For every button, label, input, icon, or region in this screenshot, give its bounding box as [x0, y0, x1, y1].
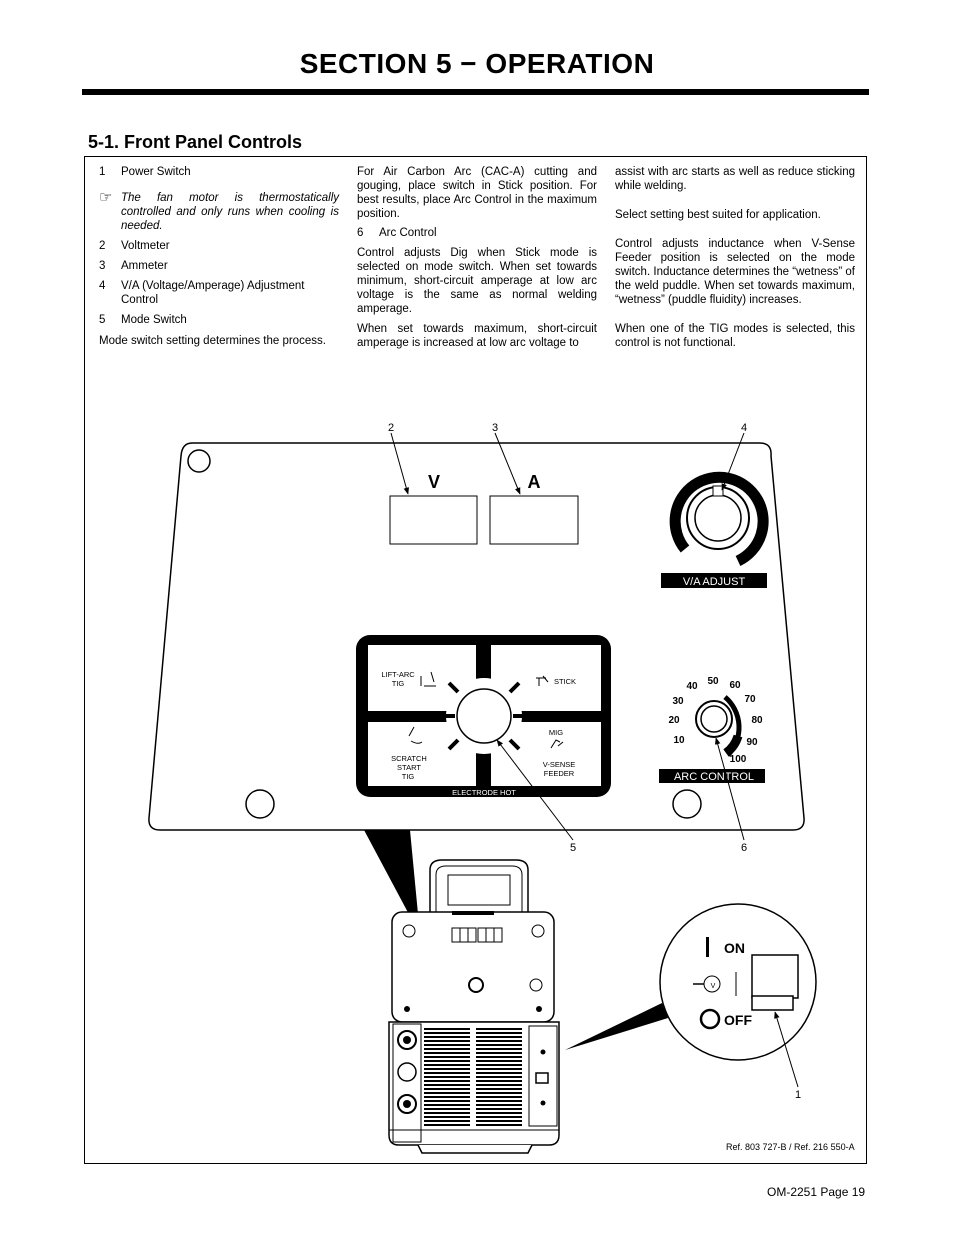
arc-scale-10: 10 — [673, 735, 685, 746]
paragraph: assist with arc starts as well as reduce sticking while welding. — [615, 166, 855, 192]
mode-start: START — [397, 763, 421, 772]
mode-liftarc-tig: TIG — [391, 679, 405, 688]
mode-liftarc: LIFT-ARC — [381, 670, 415, 679]
item-text: Arc Control — [379, 227, 437, 239]
paragraph: For Air Carbon Arc (CAC-A) cutting and gouging, place switch in Stick position. For best results, place Arc Control in the maximum position. — [357, 166, 597, 220]
va-adjust-label: V/A ADJUST — [682, 576, 746, 588]
reference-number: Ref. 803 727-B / Ref. 216 550-A — [726, 1142, 855, 1152]
zoom-wedge — [565, 1003, 668, 1050]
item-number: 5 — [99, 314, 106, 326]
voltmeter-display — [390, 496, 477, 544]
panel-screw-hole — [188, 450, 210, 472]
callout-1: 1 — [794, 1089, 802, 1101]
on-symbol — [706, 937, 709, 957]
arc-control-knob-center — [701, 706, 727, 732]
rocker-switch — [752, 955, 798, 998]
callout-2: 2 — [387, 422, 395, 434]
mode-switch-knob — [457, 689, 511, 743]
mode-mig: MIG — [548, 728, 564, 737]
switch-v-label: V — [710, 983, 716, 990]
paragraph: When one of the TIG modes is selected, this control is not functional. — [615, 323, 855, 349]
item-text: Voltmeter — [121, 240, 170, 252]
paragraph: When set towards maximum, short-circuit amperage is increased at low arc voltage to — [357, 323, 597, 349]
item-number: 2 — [99, 240, 106, 252]
item-number: 1 — [99, 166, 106, 178]
paragraph: Control adjusts inductance when V-Sense Feeder position is selected on the mode switch. Inductance determines the “wetness” of the weld puddle. When set towards maximum, “wetness” (puddle fluidity) increases. — [615, 238, 855, 306]
rocker-switch-base — [752, 996, 793, 1010]
callout-4: 4 — [740, 422, 748, 434]
item-text: Mode Switch — [121, 314, 187, 326]
callout-5: 5 — [569, 842, 577, 854]
switch-on-label: ON — [724, 940, 745, 956]
arc-scale-50: 50 — [707, 676, 719, 687]
item-text: V/A (Voltage/Amperage) Adjustment Control — [121, 280, 305, 306]
arc-scale-20: 20 — [668, 715, 680, 726]
callout-6: 6 — [740, 842, 748, 854]
arc-control-label: ARC CONTROL — [673, 771, 755, 783]
mode-scratch-tig: TIG — [401, 772, 415, 781]
paragraph: Select setting best suited for application. — [615, 209, 821, 221]
item-number: 4 — [99, 280, 106, 292]
arc-scale-100: 100 — [729, 754, 747, 765]
section-title: SECTION 5 − OPERATION — [299, 48, 655, 79]
off-symbol — [701, 1010, 719, 1028]
item-number: 6 — [357, 227, 364, 239]
paragraph: Control adjusts Dig when Stick mode is selected on mode switch. When set towards minimum, short-circuit amperage at low arc voltage is the same as normal welding amperage. — [357, 247, 597, 315]
switch-off-label: OFF — [724, 1012, 752, 1028]
mode-vsense: V-SENSE — [542, 760, 576, 769]
ammeter-label: A — [527, 472, 541, 492]
note-text: The fan motor is thermostatically controlled and only runs when cooling is needed. — [121, 192, 339, 232]
electrode-hot-label: ELECTRODE HOT — [452, 788, 516, 797]
callout-3: 3 — [491, 422, 499, 434]
va-adjust-knob-center — [695, 495, 741, 541]
arc-scale-70: 70 — [744, 694, 756, 705]
arc-scale-30: 30 — [672, 696, 684, 707]
panel-screw-hole — [246, 790, 274, 818]
section-heading: 5-1. Front Panel Controls — [88, 132, 303, 152]
mode-stick: STICK — [553, 677, 577, 686]
mode-feeder: FEEDER — [543, 769, 575, 778]
arc-scale-80: 80 — [751, 715, 763, 726]
mode-description: Mode switch setting determines the process. — [99, 335, 326, 347]
mode-scratch: SCRATCH — [391, 754, 427, 763]
item-text: Power Switch — [121, 166, 191, 178]
voltmeter-label: V — [427, 472, 441, 492]
arc-scale-90: 90 — [746, 737, 758, 748]
arc-scale-60: 60 — [729, 680, 741, 691]
panel-screw-hole — [673, 790, 701, 818]
pointing-hand-icon: ☞ — [99, 189, 113, 206]
item-number: 3 — [99, 260, 106, 272]
item-text: Ammeter — [121, 260, 168, 272]
ammeter-display — [490, 496, 578, 544]
page-footer: OM-2251 Page 19 — [767, 1185, 866, 1199]
va-adjust-pointer — [713, 486, 723, 496]
arc-scale-40: 40 — [686, 681, 698, 692]
